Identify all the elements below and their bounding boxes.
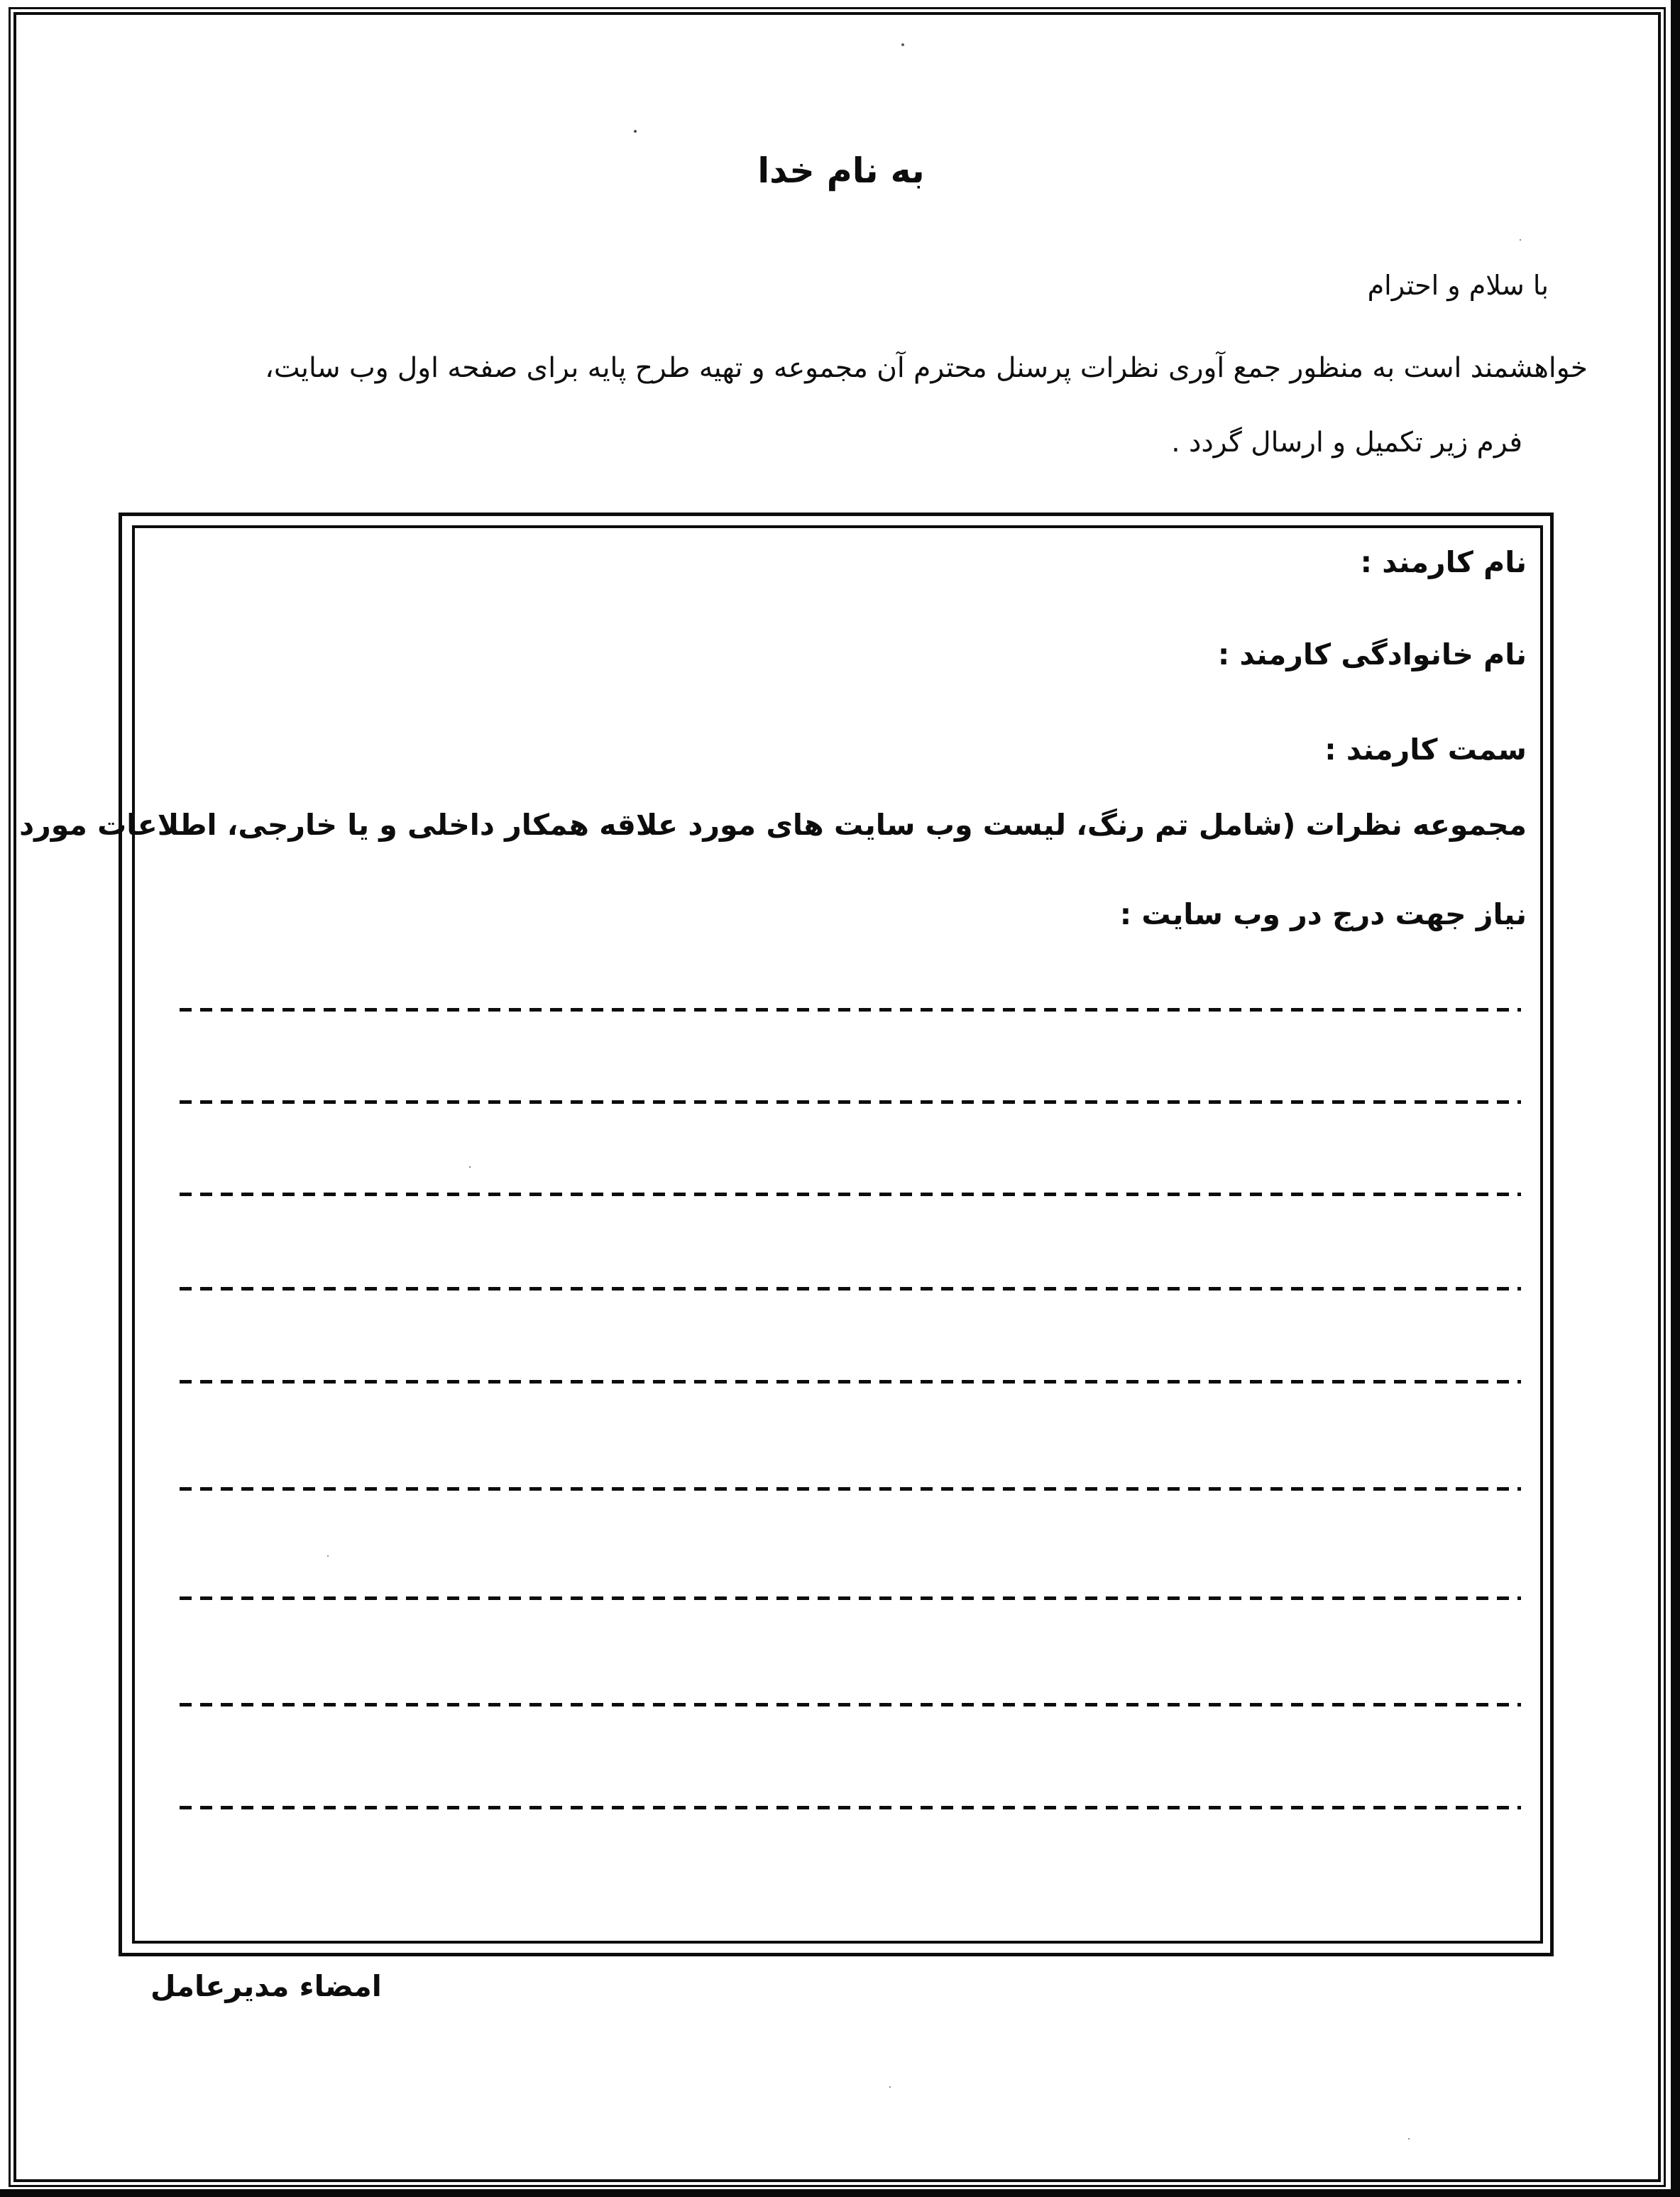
- answer-line-4: [180, 1287, 1521, 1291]
- intro-line-2: فرم زیر تکمیل و ارسال گردد .: [1171, 427, 1522, 459]
- answer-line-6: [180, 1487, 1521, 1491]
- field-label-employee-position: سمت کارمند :: [1324, 733, 1527, 767]
- answer-line-5: [180, 1380, 1521, 1384]
- answer-line-9: [180, 1806, 1521, 1809]
- notes-label-line-1: مجموعه نظرات (شامل تم رنگ، لیست وب سایت های مورد علاقه همکار داخلی و یا خارجی، اطلاعات مورد: [19, 808, 1527, 842]
- greeting-line: با سلام و احترام: [1367, 270, 1549, 301]
- intro-line-1: خواهشمند است به منظور جمع آوری نظرات پرسنل محترم آن مجموعه و تهیه طرح پایه برای صفحه اول وب سایت،: [265, 352, 1588, 384]
- page-title: به نام خدا: [757, 150, 925, 191]
- answer-line-2: [180, 1100, 1521, 1104]
- answer-line-3: [180, 1193, 1521, 1196]
- answer-line-8: [180, 1703, 1521, 1706]
- field-label-employee-first-name: نام کارمند :: [1360, 545, 1527, 579]
- notes-label-line-2: نیاز جهت درج در وب سایت :: [1119, 897, 1527, 931]
- scan-edge-right: [1671, 0, 1680, 2197]
- scan-edge-bottom: [0, 2189, 1680, 2197]
- signature-label: امضاء مدیرعامل: [150, 1969, 382, 2003]
- scan-noise-specks: [634, 130, 637, 133]
- answer-line-1: [180, 1008, 1521, 1012]
- field-label-employee-last-name: نام خانوادگی کارمند :: [1217, 637, 1527, 672]
- answer-line-7: [180, 1596, 1521, 1600]
